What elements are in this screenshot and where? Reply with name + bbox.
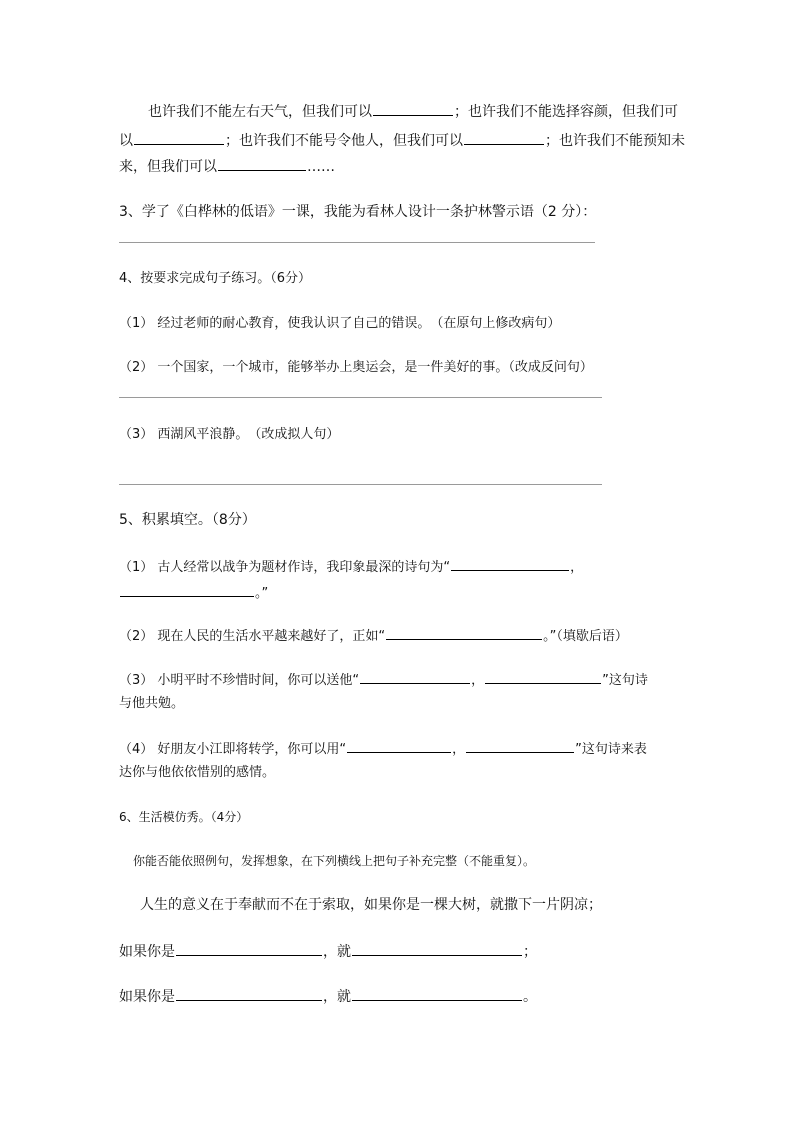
- answer-line[interactable]: [119, 484, 602, 485]
- blank-line[interactable]: [218, 158, 306, 171]
- blank-line[interactable]: [466, 740, 574, 753]
- text: ……: [307, 159, 335, 175]
- question-5-item-2: [119, 627, 628, 643]
- question-5-item-1-cont: [119, 584, 268, 600]
- text: ；也许我们不能选择容颜，但我们可: [454, 104, 678, 120]
- question-4-title: 4、按要求完成句子练习。（6分）: [119, 271, 312, 286]
- text: （2） 现在人民的生活水平越来越好了，正如“: [119, 629, 386, 644]
- blank-line[interactable]: [373, 103, 453, 116]
- question-6-line-1: [119, 943, 537, 959]
- text: 。”: [255, 586, 269, 601]
- question-6-line-2: [119, 988, 537, 1004]
- blank-line[interactable]: [120, 584, 254, 597]
- answer-line[interactable]: [119, 242, 595, 243]
- text: ，: [570, 560, 584, 575]
- question-6-instruction: 你能否能依照例句，发挥想象，在下列横线上把句子补充完整（不能重复）。: [133, 854, 536, 868]
- question-5-item-3: [119, 671, 648, 687]
- question-6-example: 人生的意义在于奉献而不在于索取，如果你是一棵大树，就撒下一片阴凉；: [140, 897, 602, 913]
- text: 如果你是: [119, 989, 175, 1005]
- answer-line[interactable]: [119, 397, 602, 398]
- question-5-item-3-cont: 与他共勉。: [119, 696, 185, 711]
- text: 也许我们不能左右天气，但我们可以: [148, 104, 372, 120]
- blank-line[interactable]: [485, 671, 601, 684]
- para1-line2: [119, 132, 685, 148]
- question-5-item-4: [119, 740, 647, 756]
- text: ，就: [323, 944, 351, 960]
- blank-line[interactable]: [352, 943, 522, 956]
- question-4-item-3: （3） 西湖风平浪静。 （改成拟人句）: [119, 427, 340, 442]
- text: ；也许我们不能号令他人，但我们可以: [225, 133, 463, 149]
- text: （3） 小明平时不珍惜时间，你可以送他“: [119, 673, 360, 688]
- text: ，: [452, 742, 466, 757]
- text: ；: [523, 944, 537, 960]
- blank-line[interactable]: [451, 558, 569, 571]
- question-4-item-2: （2） 一个国家，一个城市，能够举办上奥运会，是一件美好的事。（改成反问句）: [119, 360, 593, 375]
- text: 来，但我们可以: [119, 159, 217, 175]
- text: 。”（填歇后语）: [543, 629, 628, 644]
- question-4-item-1: （1） 经过老师的耐心教育，使我认识了自己的错误。 （在原句上修改病句）: [119, 316, 561, 331]
- blank-line[interactable]: [176, 943, 322, 956]
- question-6-title: 6、生活模仿秀。（4分）: [119, 810, 249, 824]
- blank-line[interactable]: [386, 627, 542, 640]
- question-5-item-4-cont: 达你与他依依惜别的感情。: [119, 765, 276, 780]
- text: 。: [523, 989, 537, 1005]
- text: ，就: [323, 989, 351, 1005]
- question-5-item-1: [119, 558, 583, 574]
- blank-line[interactable]: [347, 740, 451, 753]
- para1-line1: [148, 103, 678, 119]
- question-5-title: 5、积累填空。（8分）: [119, 512, 256, 528]
- blank-line[interactable]: [352, 988, 522, 1001]
- text: （4） 好朋友小江即将转学，你可以用“: [119, 742, 347, 757]
- blank-line[interactable]: [464, 132, 544, 145]
- para1-line3: [119, 158, 335, 174]
- text: ，: [471, 673, 485, 688]
- text: （1） 古人经常以战争为题材作诗，我印象最深的诗句为“: [119, 560, 451, 575]
- blank-line[interactable]: [360, 671, 470, 684]
- blank-line[interactable]: [176, 988, 322, 1001]
- text: 如果你是: [119, 944, 175, 960]
- blank-line[interactable]: [134, 132, 224, 145]
- question-3: 3、学了《白桦林的低语》一课，我能为看林人设计一条护林警示语（2 分）：: [119, 204, 597, 220]
- text: ”这句诗来表: [575, 742, 647, 757]
- text: ；也许我们不能预知未: [545, 133, 685, 149]
- text: ”这句诗: [602, 673, 648, 688]
- text: 以: [119, 133, 133, 149]
